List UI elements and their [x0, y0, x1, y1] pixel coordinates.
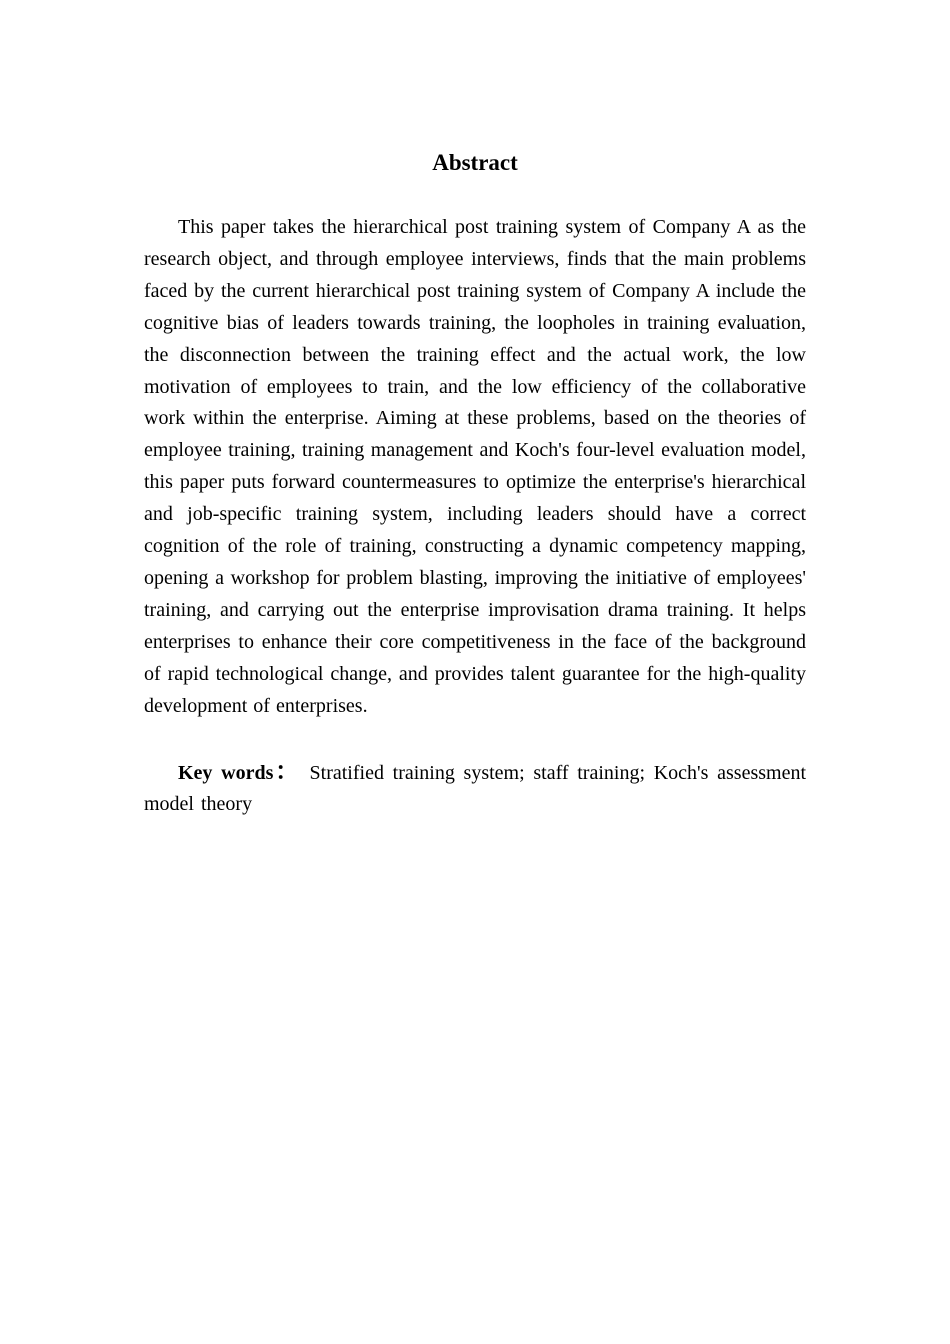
abstract-section [144, 146, 806, 820]
abstract-body: This paper takes the hierarchical post training system of Company A as the research object, and through employee interviews, finds that the main problems faced by the current hierarchical post training system of Company A include the cognitive bias of leaders towards training, the loopholes in training evaluation, the disconnection between the training effect and the actual work, the low motivation of employees to train, and the low efficiency of the collaborative work within the enterprise. Aiming at these problems, based on the theories of employee training, training management and Koch's four-level evaluation model, this paper puts forward countermeasures to optimize the enterprise's hierarchical and job-specific training system, including leaders should have a correct cognition of the role of training, constructing a dynamic competency mapping, opening a workshop for problem blasting, improving the initiative of employees' training, and carrying out the enterprise improvisation drama training. It helps enterprises to enhance their core competitiveness in the face of the background of rapid technological change, and provides talent guarantee for the high-quality development of enterprises. [144, 216, 806, 717]
keywords-colon: ： [273, 758, 301, 785]
abstract-title: Abstract [432, 150, 518, 175]
keywords-label: Key words [178, 761, 274, 784]
keywords-text: Stratified training system; staff training; Koch's assessment model theory [144, 761, 807, 815]
keywords-line [144, 757, 806, 820]
